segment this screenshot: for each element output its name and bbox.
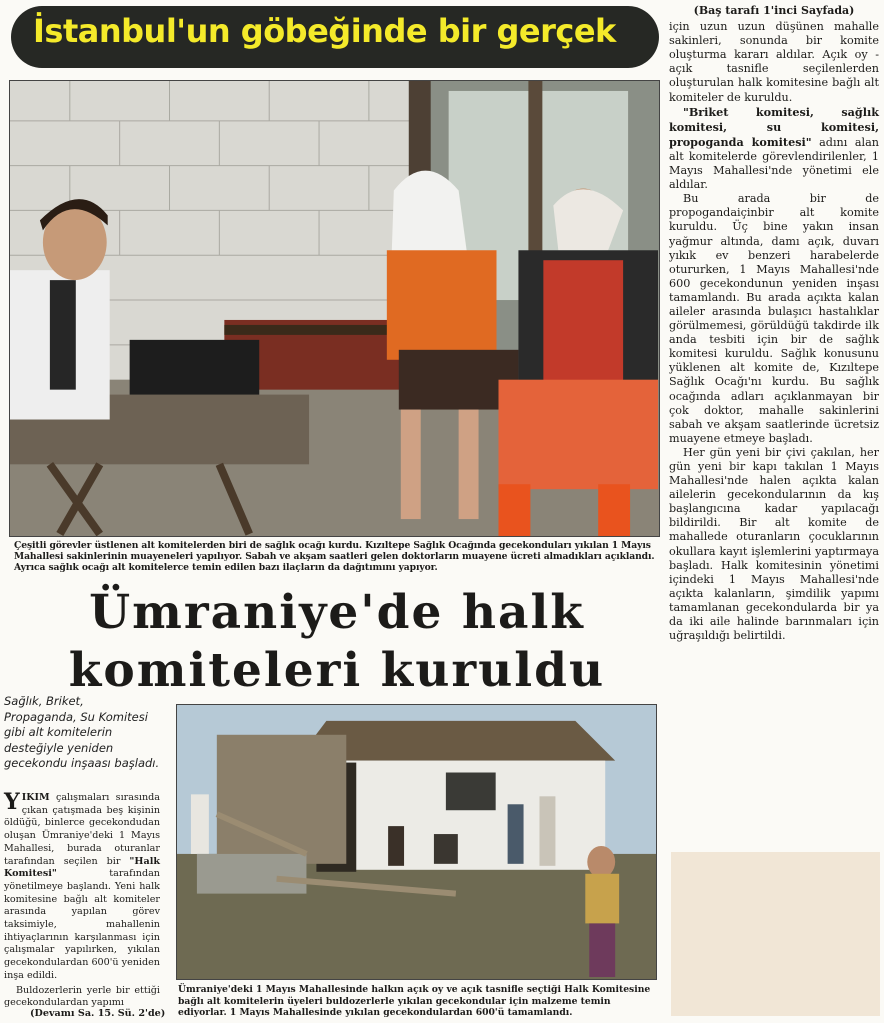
right-paragraph-2-rest: adını alan alt komitelerde görevlendirilenler, 1 Mayıs Mahallesi'nde yönetimi ele aldılar. <box>669 135 879 192</box>
committees-bold: "Briket komitesi, sağlık komitesi, su komitesi, propoganda komitesi" <box>669 104 879 149</box>
article-lede: Sağlık, Briket, Propaganda, Su Komitesi gibi alt komitelerin desteğiyle yeniden gecekondu inşaası başladı. <box>4 694 160 771</box>
construction-photo-caption: Ümraniye'deki 1 Mayıs Mahallesinde halkın açık oy ve açık tasnifle seçtiği Halk Komitesine bağlı alt komitelerin üyeleri buldozerlerle yıkılan gecekondular için malzeme temin ediyorlar. 1 Mayıs Mahallesinde yıkılan gecekondulardan 600'ü tamamlandı. <box>178 984 651 1018</box>
construction-photo <box>176 704 657 980</box>
right-paragraph-4: Her gün yeni bir çivi çakılan, her gün yeni bir kapı takılan 1 Mayıs Mahallesi'nde halen açıkta kalan ailelerin gecekondularının da kış başlangıcına kadar yapılacağı bildirildi. Bir alt komite de mahallede oturanların çocuklarının okullara kayıt işlemlerini yaptırmaya başladı. Halk komitesinin yönetimi içindeki 1 Mayıs Mahallesi'nde açıkta kalanların, şimdilik yapımı tamamlanan gecekondularda bir ya da iki aile halinde barınmaları için uğraşıldığı belirtildi. <box>669 445 879 643</box>
headline-line-2: komiteleri kuruldu <box>68 643 606 698</box>
banner-title: İstanbul'un göbeğinde bir gerçek <box>33 12 616 50</box>
clinic-photo <box>9 80 660 537</box>
body-paragraph-2: Buldozerlerin yerle bir ettiği gecekondulardan yapımı <box>4 984 160 1009</box>
right-paragraph-2 <box>669 105 879 193</box>
lead-word: IKIM <box>21 792 50 803</box>
clinic-photo-caption: Çeşitli görevler üstlenen alt komitelerden biri de sağlık ocağı kurdu. Kızıltepe Sağlık Ocağında gecekonduları yıkılan 1 Mayıs Mahallesi sakinlerinin muayeneleri yapılıyor. Sabah ve akşam saatleri gelen doktorların muayene ücreti almadıkları açıklandı. Ayrıca sağlık ocağı alt komitelerce temin edilen bazı ilaçların da dağıtımını yapıyor. <box>14 540 655 573</box>
body-text-b: tarafından yönetilmeye başlandı. Yeni halk komitesine bağlı alt komiteler arasında yapılan görev taksimiyle, mahallenin ihtiyaçlarının karşılanması için çalışmalar yapılırken, yıkılan gecekondulardan 600'ü yeniden inşa edildi. <box>4 868 160 981</box>
headline-banner <box>11 6 659 68</box>
drop-cap: Y <box>4 789 20 815</box>
article-headline <box>14 584 660 700</box>
headline-line-1: Ümraniye'de halk <box>89 585 585 640</box>
article-body-left <box>4 789 160 1010</box>
halk-komitesi-bold: "Halk Komitesi" <box>4 855 160 880</box>
right-paragraph-1: için uzun uzun düşünen mahalle sakinleri, sonunda bir komite oluşturma kararı aldılar. Açık oy - açık tasnifle seçilenlerden oluşturulan halk komitesine bağlı alt komiteler de kuruldu. <box>669 20 879 104</box>
article-right-column <box>669 4 879 643</box>
continued-from-header: (Baş tarafı 1'inci Sayfada) <box>693 4 855 17</box>
right-paragraph-3: Bu arada bir de propogandaiçinbir alt komite kuruldu. Üç bine yakın insan yağmur altında, damı açık, duvarı yıkık ev benzeri harabelerde otururken, 1 Mayıs Mahallesi'nde 600 gecekondunun yeniden inşası tamamlandı. Bu arada açıkta kalan aileler arasında bulaşıcı hastalıklar görülmemesi, görüldüğü takdirde ilk anda tesbiti için bir de sağlık komitesi kuruldu. Sağlık konusunu yüklenen alt komite de, Kızıltepe Sağlık Ocağı'nı kurdu. Bu sağlık ocağında adları açıklanmayan bir çok doktor, mahalle sakinlerini sabah ve akşam saatlerinde ücretsiz muayene etmeye başladı. <box>669 192 879 445</box>
continued-note: (Devamı Sa. 15. Sü. 2'de) <box>30 1008 166 1019</box>
blank-paper-area <box>671 852 880 1016</box>
body-text-a: çalışmaları sırasında çıkan çatışmada beş kişinin öldüğü, binlerce gecekondudan oluşan Ümraniye'deki 1 Mayıs Mahallesi, burada oturanlar tarafından seçilen bir <box>4 792 160 867</box>
